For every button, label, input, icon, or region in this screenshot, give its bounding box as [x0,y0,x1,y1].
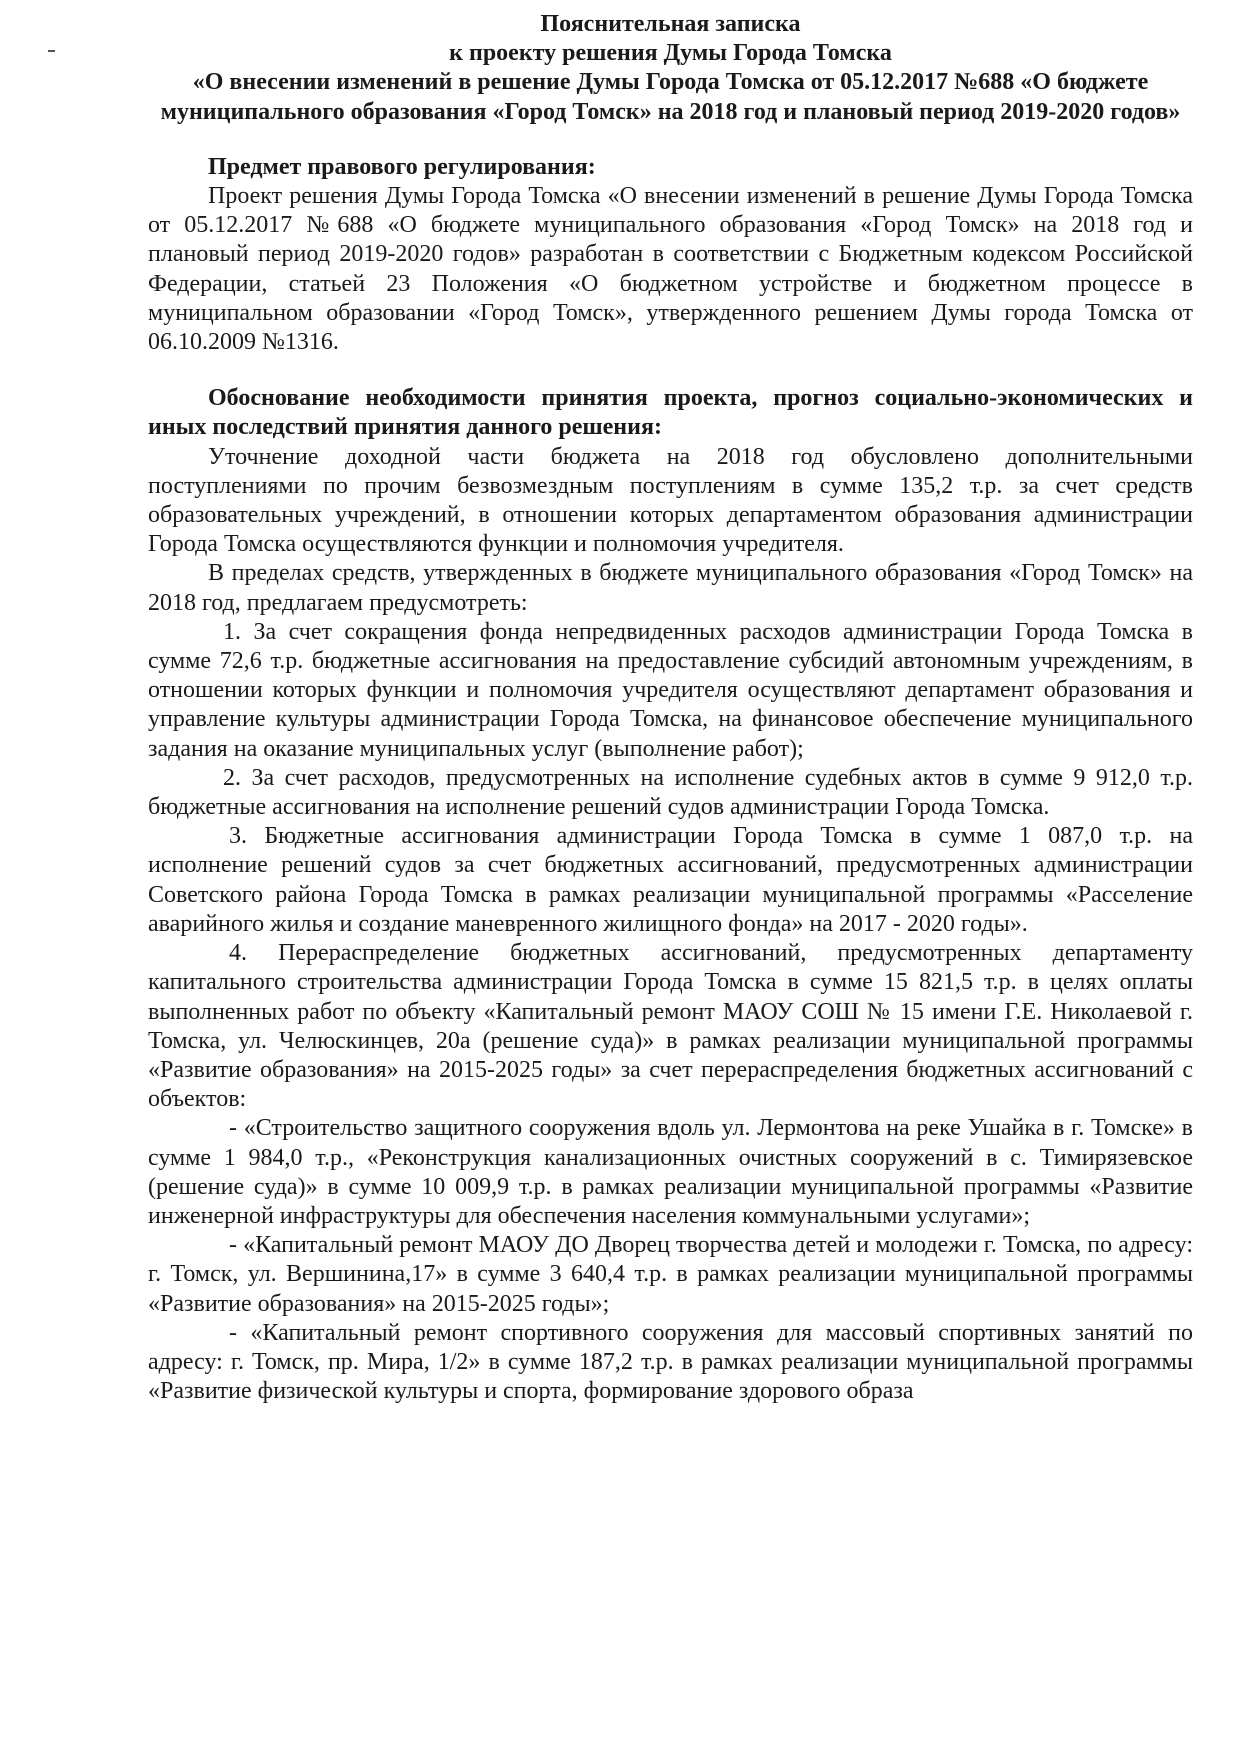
section1-heading: Предмет правового регулирования: [208,153,596,180]
document-page [148,10,1193,1406]
title-line-3: «О внесении изменений в решение Думы Города Томска от 05.12.2017 №688 «О бюджете муниципального образования «Город Томск» на 2018 год и плановый период 2019-2020 годов» [160,69,1181,125]
spacer [148,357,1193,384]
list-item: 1. За счет сокращения фонда непредвиденных расходов администрации Города Томска в сумме 72,6 т.р. бюджетные ассигнования на предоставление субсидий автономным учреждениям, в отношении которых функции и полномочия учредителя осуществляют департамент образования и управление культуры администрации Города Томска, на финансовое обеспечение муниципального задания на оказание муниципальных услуг (выполнение работ); [148,618,1193,762]
title-line-1: Пояснительная записка [540,11,801,37]
sub-list-item: - «Строительство защитного сооружения вдоль ул. Лермонтова на реке Ушайка в г. Томске» в сумме 1 984,0 т.р., «Реконструкция канализационных очистных сооружений в с. Тимирязевское (решение суда)» в сумме 10 009,9 т.р. в рамках реализации муниципальной программы «Развитие инженерной инфраструктуры для обеспечения населения коммунальными услугами»; [148,1115,1193,1229]
section-legal-regulation [148,153,1193,357]
paragraph: В пределах средств, утвержденных в бюджете муниципального образования «Город Томск» на 2018 год, предлагаем предусмотреть: [148,560,1193,616]
list-item: 4. Перераспределение бюджетных ассигнований, предусмотренных департаменту капитального строительства администрации Города Томска в сумме 15 821,5 т.р. в целях оплаты выполненных работ по объекту «Капитальный ремонт МАОУ СОШ № 15 имени Г.Е. Николаевой г. Томска, ул. Челюскинцев, 20а (решение суда)» в рамках реализации муниципальной программы «Развитие образования» на 2015-2025 годы» за счет перераспределения бюджетных ассигнований с объектов: [148,940,1193,1113]
document-title [148,10,1193,127]
sub-list-item: - «Капитальный ремонт спортивного сооружения для массовый спортивных занятий по адресу: г. Томск, пр. Мира, 1/2» в сумме 187,2 т.р. в рамках реализации муниципальной программы «Развитие физической культуры и спорта, формирование здорового образа [148,1319,1193,1405]
list-item: 2. За счет расходов, предусмотренных на исполнение судебных актов в сумме 9 912,0 т.р. бюджетные ассигнования на исполнение решений судов администрации Города Томска. [148,764,1193,821]
paragraph: Уточнение доходной части бюджета на 2018 год обусловлено дополнительными поступлениями по прочим безвозмездным поступлениям в сумме 135,2 т.р. за счет средств образовательных учреждений, в отношении которых департаментом образования администрации Города Томска осуществляются функции и полномочия учредителя. [148,443,1193,558]
section1-text: Проект решения Думы Города Томска «О внесении изменений в решение Думы Города Томска от 05.12.2017 №688 «О бюджете муниципального образования «Город Томск» на 2018 год и плановый период 2019-2020 годов» разработан в соответствии с Бюджетным кодексом Российской Федерации, статьей 23 Положения «О бюджетном устройстве и бюджетном процессе в муниципальном образовании «Город Томск», утвержденного решением Думы города Томска от 06.10.2009 №1316. [148,183,1193,356]
section-justification [148,384,1193,1406]
list-item: 3. Бюджетные ассигнования администрации Города Томска в сумме 1 087,0 т.р. на исполнение решений судов за счет бюджетных ассигнований, предусмотренных администрации Советского района Города Томска в рамках реализации муниципальной программы «Расселение аварийного жилья и создание маневренного жилищного фонда» на 2017 - 2020 годы». [148,823,1193,937]
section2-heading: Обоснование необходимости принятия проекта, прогноз социально-экономических и иных последствий принятия данного решения: [148,385,1193,441]
sub-list-item: - «Капитальный ремонт МАОУ ДО Дворец творчества детей и молодежи г. Томска, по адресу: г. Томск, ул. Вершинина,17» в сумме 3 640,4 т.р. в рамках реализации муниципальной программы «Развитие образования» на 2015-2025 годы»; [148,1232,1193,1317]
title-line-2: к проекту решения Думы Города Томска [449,40,892,67]
scan-artifact [48,50,55,52]
